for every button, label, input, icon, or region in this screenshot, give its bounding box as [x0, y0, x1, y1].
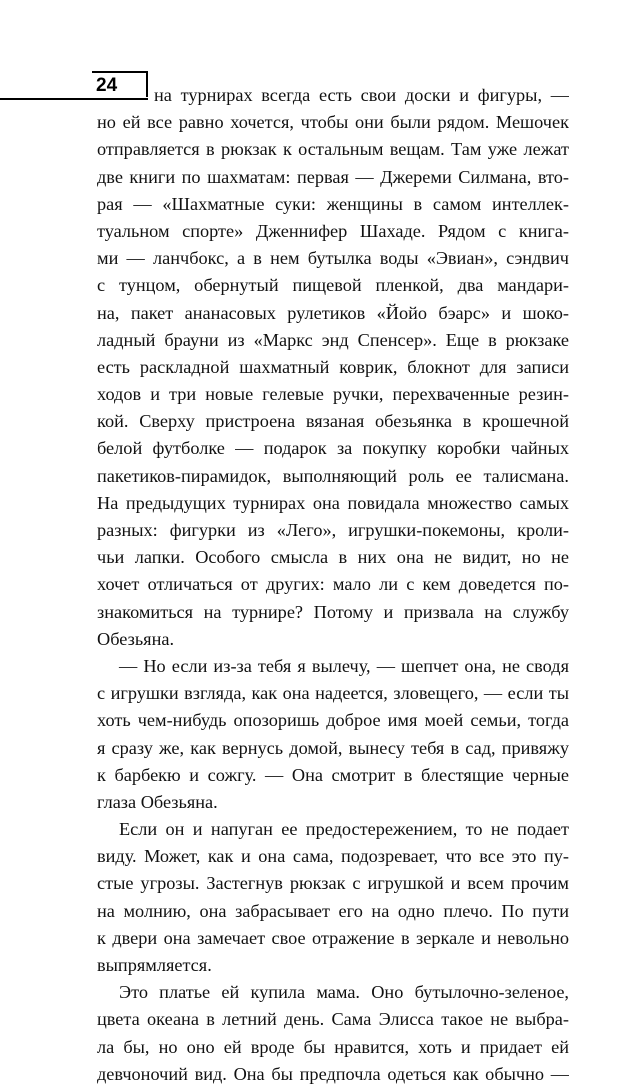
text-line: девчоночий вид. Она бы предпочла одеться как обычно — — [97, 1063, 569, 1084]
text-line: знакомиться на турнире? Потому и призвала на службу — [97, 601, 569, 622]
text-line: к двери она замечает свое отражение в зеркале и невольно — [97, 927, 569, 948]
text-line: чьи лапки. Особого смысла в них она не видит, но не — [97, 547, 569, 568]
text-line: хочет отличаться от других: мало ли с кем доведется по- — [97, 574, 569, 595]
text-line: отправляется в рюкзак к остальным вещам. Там уже лежат — [97, 139, 569, 160]
text-line: хоть чем-нибудь опозоришь доброе имя моей семьи, тогда — [97, 710, 569, 731]
page-number: 24 — [92, 71, 148, 97]
text-line: ла бы, но оно ей вроде бы нравится, хоть и придает ей — [97, 1036, 569, 1057]
text-line: с тунцом, обернутый пищевой пленкой, два мандари- — [97, 275, 569, 296]
text-line: глаза Обезьяна. — [97, 791, 218, 812]
text-line: ми — ланчбокс, а в нем бутылка воды «Эвиан», сэндвич — [97, 248, 569, 269]
text-line: я сразу же, как вернусь домой, вынесу тебя в сад, привяжу — [97, 737, 569, 758]
text-line: белой футболке — подарок за покупку коробки чайных — [97, 438, 569, 459]
text-line: с игрушки взгляда, как она надеется, зловещего, — если ты — [97, 683, 569, 704]
text-line: выпрямляется. — [97, 955, 212, 975]
text-line: разных: фигурки из «Лего», игрушки-покемоны, кроли- — [97, 520, 569, 540]
text-line: пакетиков-пирамидок, выполняющий роль ее талисмана. — [97, 465, 569, 486]
text-line: виду. Может, как и она сама, подозревает, что все это пу- — [97, 846, 569, 867]
text-line: рая — «Шахматные суки: женщины в самом интеллек- — [97, 193, 569, 214]
text-line: кой. Сверху пристроена вязаная обезьянка в крошечной — [97, 411, 569, 432]
text-line: туальном спорте» Дженнифер Шахаде. Рядом с книга- — [97, 220, 569, 241]
text-line: цвета океана в летний день. Сама Элисса такое не выбра- — [97, 1009, 569, 1030]
text-line: Если он и напуган ее предостережением, то не подает — [119, 819, 569, 840]
body-text — [97, 82, 569, 1088]
text-line: стые угрозы. Застегнув рюкзак с игрушкой и всем прочим — [97, 873, 569, 894]
text-line: к барбекю и сожгу. — Она смотрит в блестящие черные — [97, 764, 569, 785]
text-line: две книги по шахматам: первая — Джереми Силмана, вто- — [97, 166, 569, 187]
text-line: но ей все равно хочется, чтобы они были рядом. Мешочек — [97, 112, 569, 133]
text-line: Обезьяна. — [97, 628, 175, 649]
text-line: На предыдущих турнирах она повидала множество самых — [97, 492, 569, 513]
text-line: на, пакет ананасовых рулетиков «Йойо бэарс» и шоко- — [97, 302, 569, 323]
text-line: — Но если из-за тебя я вылечу, — шепчет она, не сводя — [119, 655, 569, 676]
text-line: есть раскладной шахматный коврик, блокнот для записи — [97, 356, 569, 377]
text-line: на молнию, она забрасывает его на одно плечо. По пути — [97, 900, 569, 921]
text-line: ладный брауни из «Маркс энд Спенсер». Еще в рюкзаке — [97, 329, 569, 350]
text-line: Это платье ей купила мама. Оно бутылочно-зеленое, — [119, 982, 569, 1003]
text-line: на турнирах всегда есть свои доски и фигуры, — — [154, 85, 569, 105]
text-line: ходов и три новые гелевые ручки, перехваченные резин- — [97, 384, 569, 405]
